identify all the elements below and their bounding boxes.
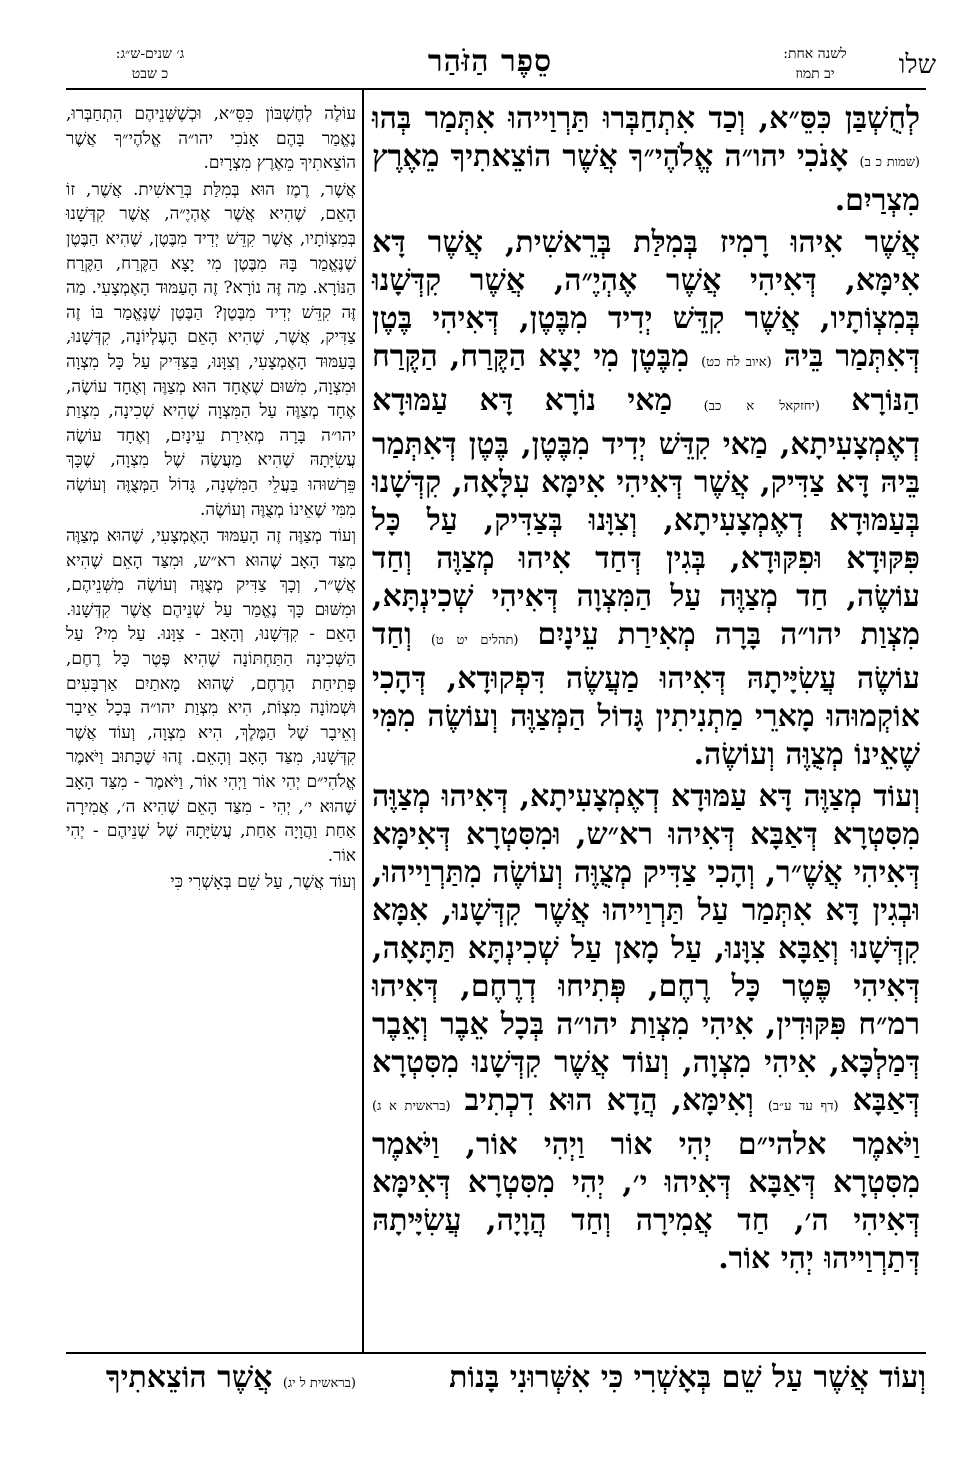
schedule-label: ג׳ שנים-ש״ג:	[115, 46, 185, 62]
main-continuation: וְעוֹד אֲשֶׁר עַל שֵׁם בְּאָשְׁרִי כִּי אִשְּׁרוּנִי בָּנוֹת	[449, 1360, 926, 1395]
main-text: וְאִימָּא, הֲדָא הוּא דִכְתִיב	[464, 1083, 754, 1118]
main-text: וַיֹּאמֶר אלהי״ם יְהִי אוֹר וַיְהִי אוֹר, וַיֹּאמֶר מִסִּטְרָא דְּאַבָּא דְּאִיהוּ י׳, יְהִי מִסִּטְרָא דְּאִימָּא דְּאִיהִי ה׳, חַד אֲמִירָה וְחַד הֲוָיָה, עֲשִׂיָּיתָהּ דְּתַרְוַייהוּ יְהִי אוֹר.	[372, 1127, 920, 1276]
page-header	[0, 44, 980, 86]
main-text: לְחֻשְׁבַּן כִּסֵּ״א, וְכַד אִתְחַבְּרוּ תַּרְוַייהוּ אִתְּמַר בְּהוּ	[372, 101, 920, 136]
main-text: מִבֶּטֶן מִי יָצָא הַקֶּרַח, הַקֶּרַח הַנּוֹרָא	[372, 339, 920, 418]
page-footer	[66, 1360, 926, 1420]
main-paragraph	[372, 224, 920, 774]
column-divider	[362, 90, 364, 1352]
main-paragraph	[372, 100, 920, 220]
verse-reference: (שמות כ ב)	[859, 155, 921, 170]
page-reference: (דף עד ע״ב)	[767, 1099, 839, 1114]
schedule-date: יב תמוז	[795, 66, 835, 82]
verse-reference: (בראשית א ג)	[372, 1099, 451, 1114]
verse-reference: (איוב לח כט)	[701, 355, 772, 370]
translation-paragraph: עוֹלֶה לְחֶשְׁבּוֹן כִּסֵּ״א, וּכְשֶׁשְּׁנֵיהֶם הִתְחַבְּרוּ, נֶאֱמַר בָּהֶם אָנֹכִי יהו״ה אֱלֹהֶי״ךָ אֲשֶׁר הוֹצֵאתִיךָ מֵאֶרֶץ מִצְרָיִם.	[66, 104, 356, 174]
side-continuation	[66, 1360, 356, 1395]
main-text: וְחַד עוֹשֶׂה עֲשִׂיָּיתָהּ דְּאִיהוּ מַעֲשֶׂה דִּפְקוּדָא, דְּהָכִי אוֹקְמוּהוּ מָארֵי מַתְנִיתִין גָּדוֹל הַמְּצַוֶּה וְעוֹשֶׂה מִמִּי שֶׁאֵינוֹ מְצֻוֶּה וְעוֹשֶׂה.	[372, 617, 920, 772]
main-text: אֲשֶׁר אִיהוּ רָמִיז בְּמִלַּת בְּרֵאשִׁית, אֲשֶׁר דָּא אִימָּא, דְּאִיהִי אֲשֶׁר אֶהְיֶ״ה, אֲשֶׁר קִדְּשָׁנוּ בְּמִצְוֹתָיו, אֲשֶׁר קִדֵּשׁ יְדִיד מִבֶּטֶן, דְּאִיהִי בֶּטֶן דְּאִתְּמַר בֵּיהּ	[372, 225, 920, 374]
main-text-column	[372, 100, 920, 1278]
translation-paragraph: אֲשֶׁר, רֶמֶז הוּא בְּמִלַּת בְּרֵאשִׁית. אֲשֶׁר, זוֹ הָאֵם, שֶׁהִיא אֲשֶׁר אֶהְיֶ״ה, אֲשֶׁר קִדְּשָׁנוּ בְּמִצְוֹתָיו, אֲשֶׁר קִדֵּשׁ יְדִיד מִבֶּטֶן, שֶׁהִיא הַבֶּטֶן שֶׁנֶּאֱמַר בָּהּ מִבֶּטֶן מִי יָצָא הַקֶּרַח, הַקֶּרַח הַנּוֹרָא. מַה זֶּה נוֹרָא? זֶה הָעַמּוּד הָאֶמְצָעִי. מַה זֶּה קִדֵּשׁ יְדִיד מִבֶּטֶן? הַבֶּטֶן שֶׁנֶּאֱמַר בּוֹ זֶה צַדִּיק, אֲשֶׁר, שֶׁהִיא הָאֵם הָעֶלְיוֹנָה, קִדְּשָׁנוּ, בָּעַמּוּד הָאֶמְצָעִי, וְצִוָּנוּ, בַּצַּדִּיק עַל כָּל מִצְוָה וּמִצְוָה, מִשּׁוּם שֶׁאֶחָד הוּא מְצַוֶּה וְאֶחָד עוֹשֶׂה, אֶחָד מְצַוֶּה עַל הַמִּצְוָה שֶׁהִיא שְׁכִינָה, מִצְוַת יהו״ה בָּרָה מְאִירַת עֵינָיִם, וְאֶחָד עוֹשֶׂה עֲשִׂיָּתָהּ שֶׁהִיא מַעֲשֶׂה שֶׁל מִצְוָה, שֶׁכָּךְ פֵּרְשׁוּהוּ בַּעֲלֵי הַמִּשְׁנָה, גָּדוֹל הַמְּצֻוֶּה וְעוֹשֶׂה מִמִּי שֶׁאֵינוֹ מְצֻוֶּה וְעוֹשֶׂה.	[66, 179, 356, 520]
translation-paragraph: וְעוֹד מְצַוֶּה זֶה הָעַמּוּד הָאֶמְצָעִי, שֶׁהוּא מְצַוֶּה מִצַּד הָאָב שֶׁהוּא רא״ש, וּמִצַּד הָאֵם שֶׁהִיא אֲשֶׁ״ר, וְכָךְ צַדִּיק מְצֻוֶּה וְעוֹשֶׂה מִשְּׁנֵיהֶם, וּמִשּׁוּם כָּךְ נֶאֱמַר עַל שְׁנֵיהֶם אֲשֶׁר קִדְּשָׁנוּ. הָאֵם - קִדְּשָׁנוּ, וְהָאָב - צִוָּנוּ. עַל מִי? עַל הַשְּׁכִינָה הַתַּחְתּוֹנָה שֶׁהִיא פֶּטֶר כָּל רֶחֶם, פְּתִיחַת הָרֶחֶם, שֶׁהוּא מָאתַיִם אַרְבָּעִים וּשְׁמוֹנָה מִצְוֹת, הִיא מִצְוַת יהו״ה בְּכָל אֵיבָר וְאֵיבָר שֶׁל הַמֶּלֶךְ, הִיא מִצְוָה, וְעוֹד אֲשֶׁר קִדְּשָׁנוּ, מִצַּד הָאָב וְהָאֵם. זֶהוּ שֶׁכָּתוּב וַיֹּאמֶר אֱלֹהִי״ם יְהִי אוֹר וַיְהִי אוֹר, וַיֹּאמֶר - מִצַּד הָאָב שֶׁהוּא י׳, יְהִי - מִצַּד הָאֵם שֶׁהִיא ה׳, אֲמִירָה אַחַת וַהֲוָיָה אַחַת, עֲשִׂיָּתָהּ שֶׁל שְׁנֵיהֶם - יְהִי אוֹר.	[66, 526, 356, 866]
continuation-text: אֲשֶׁר הוֹצֵאתִיךָ	[105, 1360, 273, 1395]
header-divider	[66, 88, 926, 90]
main-text: מַאי נוֹרָא דָּא עַמּוּדָא דְאֶמְצָעִיתָא, מַאי קִדֵּשׁ יְדִיד מִבֶּטֶן, בֶּטֶן דְּאִתְּמַר בֵּיהּ דָּא צַדִּיק, אֲשֶׁר דְּאִיהִי אִימָּא עִלָּאָה, קִדְּשָׁנוּ בְּעַמּוּדָא דְאֶמְצָעִיתָא, וְצִוָּנוּ בְּצַדִּיק, עַל כָּל פִּקּוּדָא וּפִקּוּדָא, בְּגִין דְּחַד אִיהוּ מְצַוֶּה וְחַד עוֹשֶׂה, חַד מְצַוֶּה עַל הַמִּצְוָה דְּאִיהִי שְׁכִינְתָּא, מִצְוַת יהו״ה בָּרָה מְאִירַת עֵינָיִם	[372, 383, 920, 652]
schedule-three-years	[70, 44, 230, 84]
schedule-date: כ שבט	[131, 66, 169, 82]
main-text: וְעוֹד מְצַוֶּה דָּא עַמּוּדָא דְאֶמְצָעִיתָא, דְּאִיהוּ מְצַוֶּה מִסִּטְרָא דְּאַבָּא דְּאִיהוּ רא״ש, וּמִסִּטְרָא דְּאִימָּא דְּאִיהִי אֲשֶׁ״ר, וְהָכִי צַדִּיק מְצֻוֶּה וְעוֹשֶׂה מִתַּרְוַייהוּ, וּבְגִין דָּא אִתְּמַר עַל תַּרְוַייהוּ אֲשֶׁר קִדְּשָׁנוּ, אִמָּא קִדְּשָׁנוּ וְאַבָּא צִוָּנוּ, עַל מָאן עַל שְׁכִינְתָּא תַּתָּאָה, דְּאִיהִי פֶּטֶר כָּל רֶחֶם, פְּתִיחוּ דְרֶחֶם, דְּאִיהוּ רמ״ח פִּקּוּדִין, אִיהִי מִצְוַת יהו״ה בְּכָל אֵבֶר וְאֵבֶר דְּמַלְכָּא, אִיהִי מִצְוָה, וְעוֹד אֲשֶׁר קִדְּשָׁנוּ מִסִּטְרָא דְּאַבָּא	[372, 779, 920, 1118]
footer-divider	[66, 1352, 926, 1354]
book-title: סֵפֶר הַזֹּהַר	[427, 44, 553, 79]
verse-reference: (יחזקאל א כב)	[703, 399, 820, 414]
translation-column	[66, 102, 356, 895]
main-text: אָנֹכִי יהו״ה אֱלֹהֶי״ךָ אֲשֶׁר הוֹצֵאתִיךָ מֵאֶרֶץ מִצְרַיִם.	[372, 139, 920, 218]
translation-paragraph: וְעוֹד אֲשֶׁר, עַל שֵׁם בְּאָשְׁרִי כִּי	[170, 872, 356, 893]
main-paragraph	[372, 778, 920, 1278]
verse-reference: (בראשית ל יג)	[282, 1376, 356, 1391]
page-number: שלו	[898, 50, 936, 80]
schedule-label: לשנה אחת:	[783, 46, 847, 62]
verse-reference: (תהלים יט ט)	[430, 633, 519, 648]
